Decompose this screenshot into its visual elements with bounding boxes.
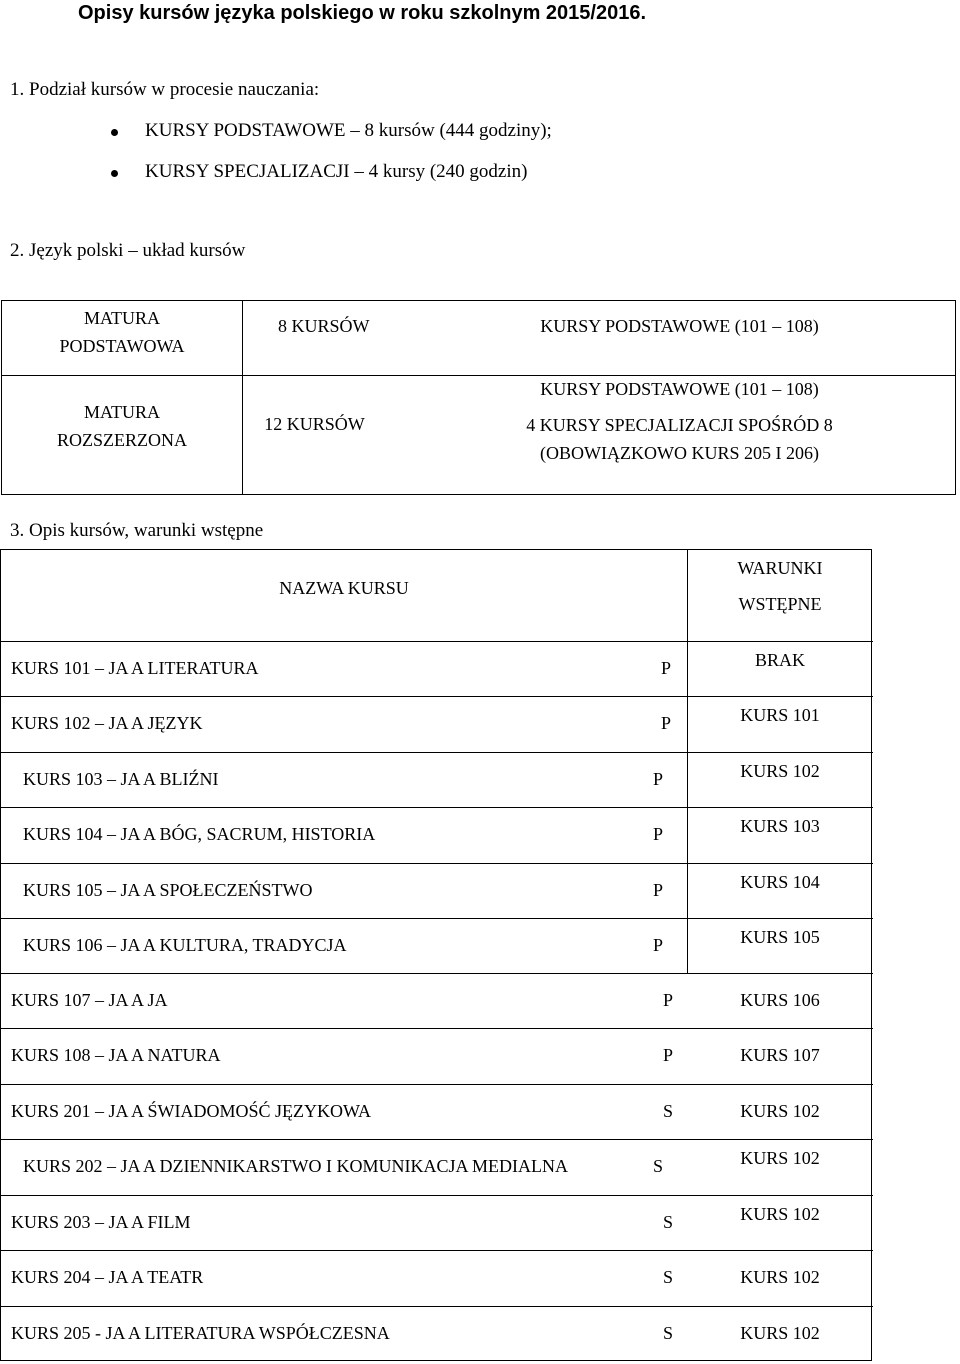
course-name: KURS 204 – JA A TEATR: [11, 1267, 204, 1287]
page-title: Opisy kursów języka polskiego w roku szkolnym 2015/2016.: [78, 2, 647, 24]
course-type: P: [653, 824, 664, 844]
table-divider: [1, 641, 873, 642]
bullet-icon: [111, 170, 118, 177]
matura-cell: MATURA ROZSZERZONA: [57, 402, 187, 450]
course-type: P: [653, 935, 664, 955]
table-divider: [1, 1028, 873, 1029]
matura-cell: MATURA PODSTAWOWA: [59, 308, 185, 356]
course-condition: KURS 102: [740, 1148, 820, 1168]
course-condition: KURS 107: [740, 1045, 820, 1065]
table-divider: [1, 1195, 873, 1196]
course-condition: KURS 102: [740, 1323, 820, 1343]
course-table: [0, 549, 872, 1361]
course-name: KURS 103 – JA A BLIŹNI: [23, 769, 219, 789]
course-condition: KURS 104: [740, 872, 820, 892]
course-type: P: [661, 713, 672, 733]
course-type: S: [653, 1156, 664, 1176]
course-type: P: [663, 1045, 674, 1065]
table-divider: [687, 550, 688, 973]
course-condition: KURS 103: [740, 816, 820, 836]
course-name: KURS 102 – JA A JĘZYK: [11, 713, 203, 733]
course-condition: BRAK: [754, 650, 805, 670]
table-divider: [1, 1306, 873, 1307]
course-name: KURS 105 – JA A SPOŁECZEŃSTWO: [23, 880, 313, 900]
course-condition: KURS 102: [740, 1267, 820, 1287]
course-name: KURS 101 – JA A LITERATURA: [11, 658, 259, 678]
bullet-item: KURSY SPECJALIZACJI – 4 kursy (240 godzin): [145, 161, 528, 182]
bullet-icon: [111, 129, 118, 136]
course-layout-table: [1, 300, 956, 495]
course-name: KURS 104 – JA A BÓG, SACRUM, HISTORIA: [23, 824, 376, 844]
table-divider: [1, 863, 873, 864]
course-type: S: [663, 1212, 674, 1232]
course-name: KURS 106 – JA A KULTURA, TRADYCJA: [23, 935, 347, 955]
course-name: KURS 107 – JA A JA: [11, 990, 168, 1010]
course-condition: KURS 105: [740, 927, 820, 947]
count-cell: 8 KURSÓW: [278, 316, 370, 336]
name-header: NAZWA KURSU: [279, 578, 409, 598]
course-name: KURS 203 – JA A FILM: [11, 1212, 191, 1232]
course-type: S: [663, 1267, 674, 1287]
desc-cell: KURSY PODSTAWOWE (101 – 108): [540, 316, 819, 336]
course-type: P: [663, 990, 674, 1010]
table-divider: [1, 973, 873, 974]
course-type: P: [653, 880, 664, 900]
table-divider: [1, 807, 873, 808]
course-type: P: [661, 658, 672, 678]
section-2-heading: 2. Język polski – układ kursów: [10, 240, 246, 261]
section-1-heading: 1. Podział kursów w procesie nauczania:: [10, 79, 320, 100]
table-divider: [1, 752, 873, 753]
course-type: S: [663, 1323, 674, 1343]
table-divider: [1, 1250, 873, 1251]
cond-header: WARUNKI WSTĘPNE: [737, 558, 823, 614]
course-condition: KURS 102: [740, 1204, 820, 1224]
section-3-heading: 3. Opis kursów, warunki wstępne: [10, 520, 264, 541]
table-divider: [1, 918, 873, 919]
bullet-item: KURSY PODSTAWOWE – 8 kursów (444 godziny);: [145, 120, 552, 141]
course-name: KURS 202 – JA A DZIENNIKARSTWO I KOMUNIKACJA MEDIALNA: [23, 1156, 569, 1176]
course-type: P: [653, 769, 664, 789]
table-divider: [1, 1139, 873, 1140]
course-name: KURS 201 – JA A ŚWIADOMOŚĆ JĘZYKOWA: [11, 1101, 372, 1121]
table-divider: [1, 696, 873, 697]
table-divider: [242, 301, 243, 494]
course-condition: KURS 101: [740, 705, 820, 725]
course-name: KURS 205 - JA A LITERATURA WSPÓŁCZESNA: [11, 1323, 390, 1343]
course-type: S: [663, 1101, 674, 1121]
count-cell: 12 KURSÓW: [264, 414, 365, 434]
course-condition: KURS 102: [740, 761, 820, 781]
table-divider: [1, 1084, 873, 1085]
course-condition: KURS 106: [740, 990, 820, 1010]
desc-cell: KURSY PODSTAWOWE (101 – 108) 4 KURSY SPECJALIZACJI SPOŚRÓD 8 (OBOWIĄZKOWO KURS 205 I 206): [526, 379, 833, 463]
course-condition: KURS 102: [740, 1101, 820, 1121]
course-name: KURS 108 – JA A NATURA: [11, 1045, 221, 1065]
